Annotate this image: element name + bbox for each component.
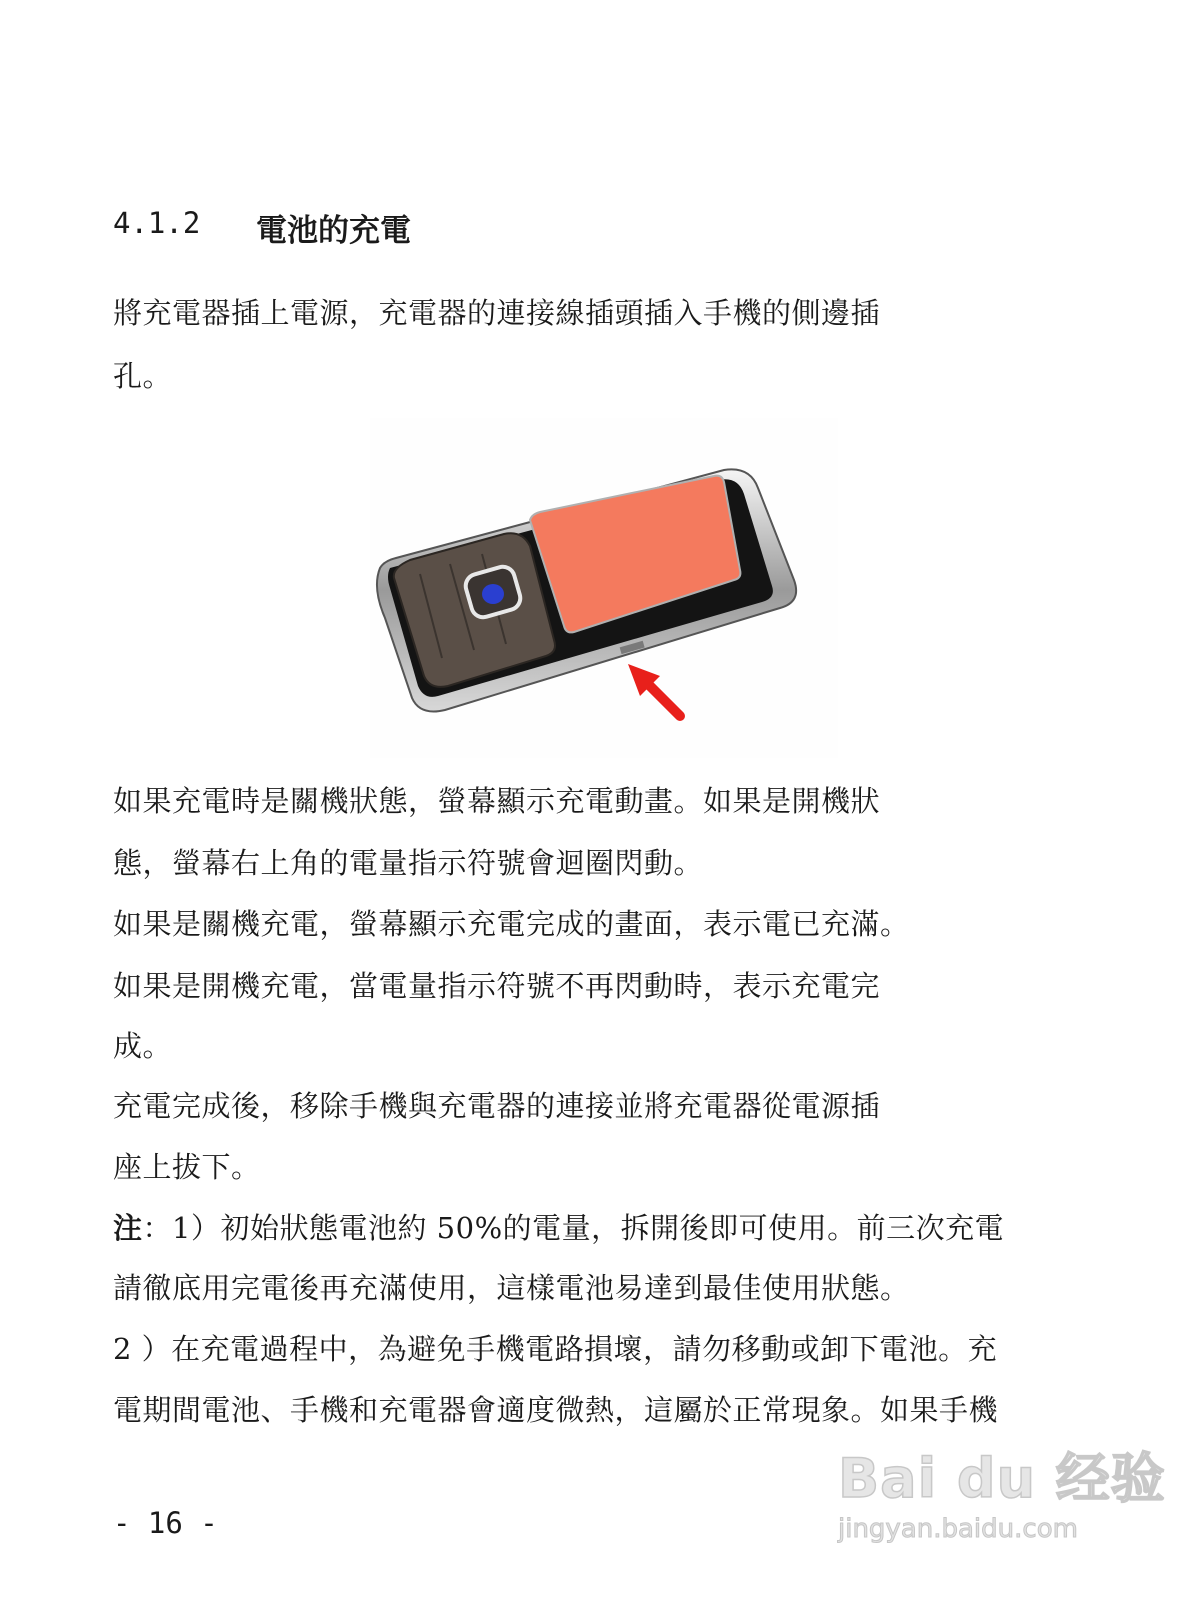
- note-line: [113, 1206, 1004, 1247]
- watermark-url: jingyan.baidu.com: [838, 1514, 1078, 1544]
- section-title: 電池的充電: [256, 213, 411, 249]
- note-label: 注: [113, 1211, 143, 1245]
- paragraph-line: 如果是開機充電，當電量指示符號不再閃動時，表示充電完: [113, 969, 881, 1003]
- section-heading: [113, 205, 411, 249]
- note-line: 請徹底用完電後再充滿使用，這樣電池易達到最佳使用狀態。: [113, 1271, 910, 1305]
- watermark-logo: Bai du 经验: [838, 1447, 1166, 1510]
- note-line: 2 ）在充電過程中，為避免手機電路損壞，請勿移動或卸下電池。充: [113, 1332, 998, 1366]
- note-line: 電期間電池、手機和充電器會適度微熱，這屬於正常現象。如果手機: [113, 1393, 999, 1427]
- paragraph-line: 如果充電時是關機狀態，螢幕顯示充電動畫。如果是開機狀: [113, 784, 881, 818]
- section-number: 4.1.2: [113, 206, 201, 240]
- paragraph-line: 孔。: [113, 359, 173, 393]
- baidu-watermark: [838, 1436, 1166, 1566]
- paragraph-line: 座上拔下。: [113, 1150, 261, 1184]
- paragraph-line: 充電完成後，移除手機與充電器的連接並將充電器從電源插: [113, 1089, 881, 1123]
- page-number: - 16 -: [113, 1506, 218, 1540]
- charging-port-arrow: [628, 664, 680, 716]
- paragraph-line: 成。: [113, 1029, 173, 1063]
- paragraph-line: 如果是關機充電，螢幕顯示充電完成的畫面，表示電已充滿。: [113, 907, 910, 941]
- note-text: ：1）初始狀態電池約 50%的電量，拆開後即可使用。前三次充電: [142, 1211, 1005, 1245]
- paragraph-line: 態，螢幕右上角的電量指示符號會迴圈閃動。: [113, 846, 704, 880]
- center-key: [482, 584, 504, 604]
- phone-illustration-svg: [370, 418, 838, 758]
- phone-charging-illustration: [370, 418, 838, 758]
- paragraph-line: 將充電器插上電源，充電器的連接線插頭插入手機的側邊插: [113, 296, 881, 330]
